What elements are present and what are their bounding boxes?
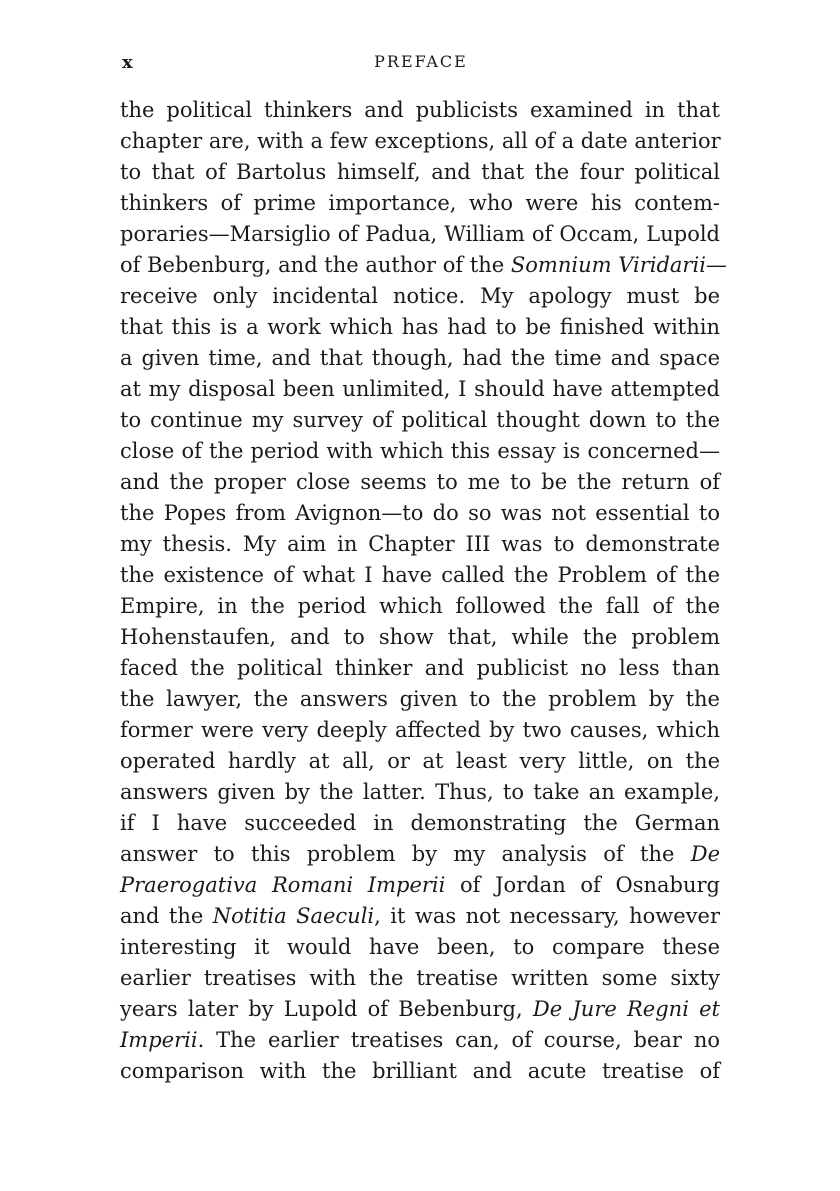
text-run: poraries—Marsiglio of Padua, William of Occam, Lupold xyxy=(120,222,720,246)
text-run: and the xyxy=(120,904,213,928)
body-text xyxy=(120,95,727,1087)
text-run: the political thinkers and publicists examined in that xyxy=(120,98,720,122)
text-run: thinkers of prime importance, who were his contem- xyxy=(120,191,720,215)
text-run: — xyxy=(705,253,727,277)
text-line xyxy=(120,126,720,157)
text-line xyxy=(120,1025,720,1056)
text-line xyxy=(120,994,720,1025)
text-line xyxy=(120,436,720,467)
text-run: faced the political thinker and publicist no less than xyxy=(120,656,720,680)
text-run: of Jordan of Osnaburg xyxy=(445,873,720,897)
text-run: earlier treatises with the treatise written some sixty xyxy=(120,966,720,990)
text-run: years later by Lupold of Bebenburg, xyxy=(120,997,533,1021)
text-line xyxy=(120,1056,720,1087)
text-run: the Popes from Avignon—to do so was not essential to xyxy=(120,501,720,525)
text-line xyxy=(120,746,720,777)
text-run: to that of Bartolus himself, and that the four political xyxy=(120,160,720,184)
italic-title: Notitia Saeculi xyxy=(212,904,375,928)
text-run: , it was not necessary, however xyxy=(374,904,720,928)
running-head xyxy=(122,52,720,78)
text-run: . The earlier treatises can, of course, bear no xyxy=(197,1028,720,1052)
text-run: to continue my survey of political thought down to the xyxy=(120,408,720,432)
text-run: comparison with the brilliant and acute treatise of xyxy=(120,1059,720,1083)
text-line xyxy=(120,777,720,808)
text-run: answer to this problem by my analysis of the xyxy=(120,842,691,866)
page-number: x xyxy=(122,52,133,73)
text-line xyxy=(120,312,720,343)
italic-title: De Jure Regni et xyxy=(532,997,721,1021)
text-run: of Bebenburg, and the author of the xyxy=(120,253,511,277)
italic-title: Somnium Viridarii xyxy=(510,253,706,277)
text-run: if I have succeeded in demonstrating the German xyxy=(120,811,720,835)
text-run: operated hardly at all, or at least very little, on the xyxy=(120,749,720,773)
text-line xyxy=(120,839,720,870)
text-line xyxy=(120,901,720,932)
text-run: the existence of what I have called the Problem of the xyxy=(120,563,720,587)
text-run: Empire, in the period which followed the fall of the xyxy=(120,594,720,618)
text-run: chapter are, with a few exceptions, all of a date anterior xyxy=(120,129,721,153)
text-line xyxy=(120,95,720,126)
text-run: Hohenstaufen, and to show that, while the problem xyxy=(120,625,720,649)
text-line xyxy=(120,467,720,498)
text-run: former were very deeply affected by two causes, which xyxy=(120,718,720,742)
text-line xyxy=(120,343,720,374)
text-line xyxy=(120,405,720,436)
text-line xyxy=(120,932,720,963)
text-run: my thesis. My aim in Chapter III was to demonstrate xyxy=(120,532,720,556)
text-line xyxy=(120,281,720,312)
text-line xyxy=(120,870,720,901)
text-line xyxy=(120,498,720,529)
text-run: interesting it would have been, to compare these xyxy=(120,935,720,959)
italic-title: Praerogativa Romani Imperii xyxy=(120,873,446,897)
text-line xyxy=(120,529,720,560)
text-line xyxy=(120,684,720,715)
text-line xyxy=(120,560,720,591)
text-line xyxy=(120,250,727,281)
italic-title: Imperii xyxy=(120,1028,198,1052)
text-run: receive only incidental notice. My apology must be xyxy=(120,284,720,308)
text-line xyxy=(120,591,720,622)
text-run: that this is a work which has had to be finished within xyxy=(120,315,720,339)
text-line xyxy=(120,963,720,994)
text-run: a given time, and that though, had the time and space xyxy=(120,346,720,370)
text-run: answers given by the latter. Thus, to take an example, xyxy=(120,780,720,804)
text-run: and the proper close seems to me to be the return of xyxy=(120,470,720,494)
text-line xyxy=(120,715,720,746)
text-line xyxy=(120,374,720,405)
text-line xyxy=(120,622,720,653)
text-run: the lawyer, the answers given to the problem by the xyxy=(120,687,720,711)
text-line xyxy=(120,157,720,188)
text-run: at my disposal been unlimited, I should have attempted xyxy=(120,377,720,401)
text-line xyxy=(120,219,720,250)
text-line xyxy=(120,653,720,684)
italic-title: De xyxy=(690,842,720,866)
text-line xyxy=(120,808,720,839)
text-run: close of the period with which this essay is concerned— xyxy=(120,439,720,463)
running-title: PREFACE xyxy=(374,52,468,71)
text-line xyxy=(120,188,720,219)
